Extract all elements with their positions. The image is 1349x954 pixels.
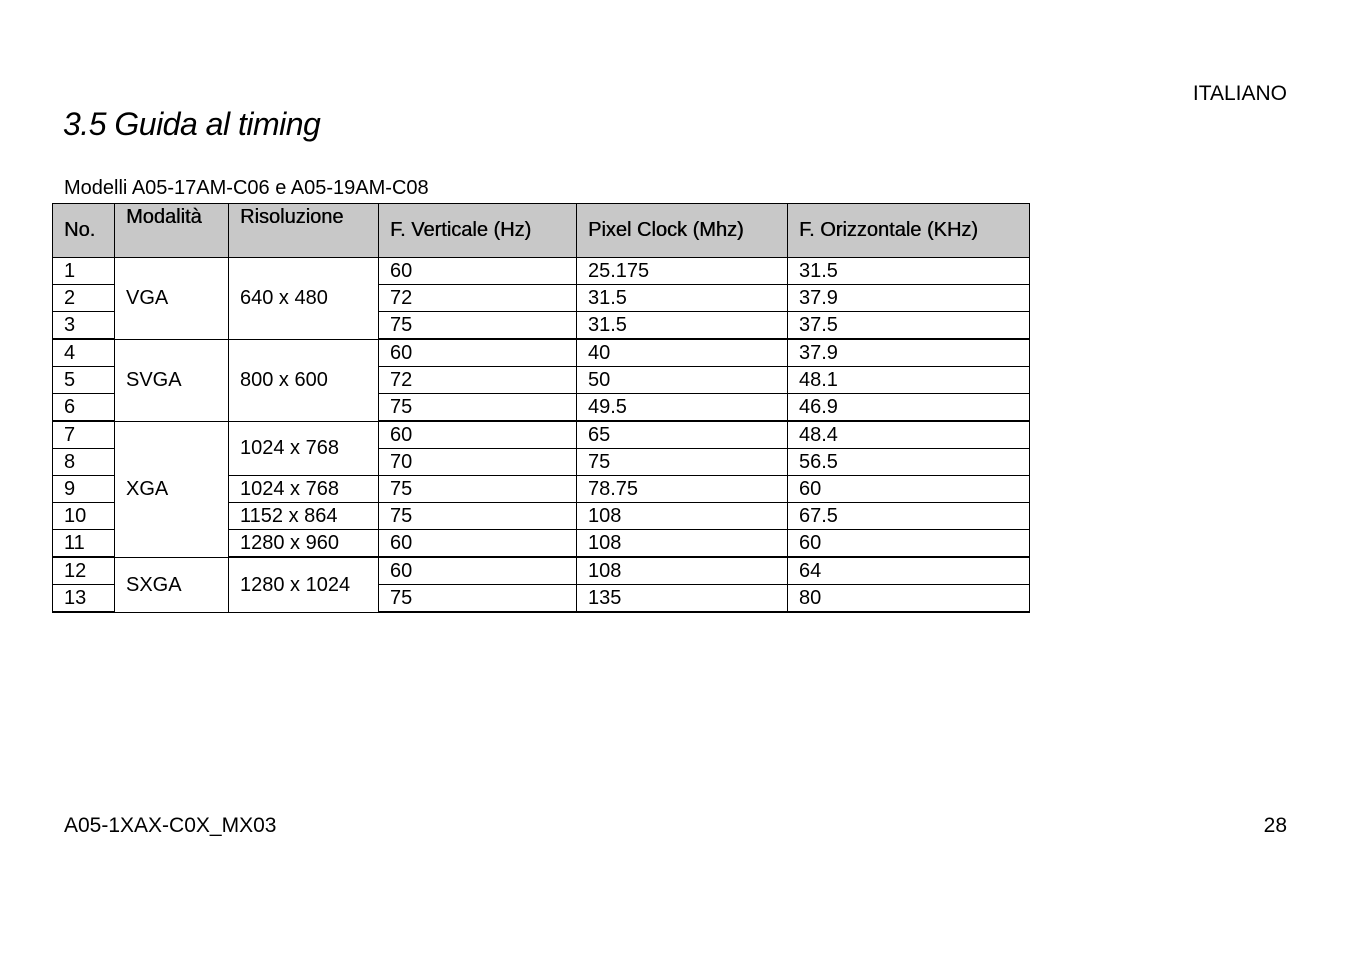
cell-horizontal-freq: 67.5 bbox=[788, 503, 1030, 530]
cell-vertical-freq: 75 bbox=[379, 312, 577, 340]
cell-vertical-freq: 60 bbox=[379, 258, 577, 285]
cell-vertical-freq: 70 bbox=[379, 449, 577, 476]
cell-vertical-freq: 72 bbox=[379, 367, 577, 394]
cell-pixel-clock: 50 bbox=[577, 367, 788, 394]
cell-vertical-freq: 60 bbox=[379, 339, 577, 367]
cell-horizontal-freq: 31.5 bbox=[788, 258, 1030, 285]
col-header-mode: Modalità bbox=[115, 204, 229, 258]
table-row bbox=[53, 421, 1030, 449]
cell-no: 7 bbox=[53, 421, 115, 449]
cell-pixel-clock: 49.5 bbox=[577, 394, 788, 422]
cell-horizontal-freq: 56.5 bbox=[788, 449, 1030, 476]
cell-no: 8 bbox=[53, 449, 115, 476]
cell-vertical-freq: 60 bbox=[379, 421, 577, 449]
cell-pixel-clock: 75 bbox=[577, 449, 788, 476]
page-number: 28 bbox=[1263, 814, 1287, 837]
cell-pixel-clock: 31.5 bbox=[577, 285, 788, 312]
cell-pixel-clock: 135 bbox=[577, 585, 788, 613]
cell-pixel-clock: 108 bbox=[577, 503, 788, 530]
cell-pixel-clock: 65 bbox=[577, 421, 788, 449]
cell-resolution: 800 x 600 bbox=[229, 339, 379, 421]
cell-no: 11 bbox=[53, 530, 115, 558]
cell-pixel-clock: 31.5 bbox=[577, 312, 788, 340]
cell-horizontal-freq: 48.1 bbox=[788, 367, 1030, 394]
cell-mode: XGA bbox=[115, 421, 229, 557]
cell-vertical-freq: 60 bbox=[379, 530, 577, 558]
cell-no: 2 bbox=[53, 285, 115, 312]
timing-table bbox=[52, 203, 1030, 613]
cell-resolution: 1152 x 864 bbox=[229, 503, 379, 530]
cell-mode: SVGA bbox=[115, 339, 229, 421]
cell-resolution: 1280 x 1024 bbox=[229, 557, 379, 612]
cell-pixel-clock: 78.75 bbox=[577, 476, 788, 503]
cell-no: 3 bbox=[53, 312, 115, 340]
cell-vertical-freq: 75 bbox=[379, 476, 577, 503]
cell-pixel-clock: 108 bbox=[577, 557, 788, 585]
cell-mode: VGA bbox=[115, 258, 229, 340]
col-header-pixel-clock: Pixel Clock (Mhz) bbox=[577, 204, 788, 258]
cell-vertical-freq: 72 bbox=[379, 285, 577, 312]
col-header-no: No. bbox=[53, 204, 115, 258]
cell-resolution: 1280 x 960 bbox=[229, 530, 379, 558]
col-header-vertical-freq: F. Verticale (Hz) bbox=[379, 204, 577, 258]
cell-no: 10 bbox=[53, 503, 115, 530]
table-row bbox=[53, 339, 1030, 367]
language-label: ITALIANO bbox=[1192, 82, 1287, 105]
table-row bbox=[53, 258, 1030, 285]
cell-horizontal-freq: 64 bbox=[788, 557, 1030, 585]
cell-resolution: 1024 x 768 bbox=[229, 476, 379, 503]
cell-no: 1 bbox=[53, 258, 115, 285]
col-header-horizontal-freq: F. Orizzontale (KHz) bbox=[788, 204, 1030, 258]
document-code: A05-1XAX-C0X_MX03 bbox=[64, 814, 277, 837]
cell-mode: SXGA bbox=[115, 557, 229, 612]
cell-horizontal-freq: 60 bbox=[788, 476, 1030, 503]
cell-no: 5 bbox=[53, 367, 115, 394]
col-header-resolution: Risoluzione bbox=[229, 204, 379, 258]
table-caption: Modelli A05-17AM-C06 e A05-19AM-C08 bbox=[64, 177, 429, 199]
cell-no: 13 bbox=[53, 585, 115, 613]
cell-horizontal-freq: 37.5 bbox=[788, 312, 1030, 340]
cell-resolution: 640 x 480 bbox=[229, 258, 379, 340]
cell-resolution: 1024 x 768 bbox=[229, 421, 379, 476]
cell-pixel-clock: 25.175 bbox=[577, 258, 788, 285]
cell-vertical-freq: 75 bbox=[379, 585, 577, 613]
cell-pixel-clock: 108 bbox=[577, 530, 788, 558]
cell-horizontal-freq: 37.9 bbox=[788, 285, 1030, 312]
cell-no: 6 bbox=[53, 394, 115, 422]
table-header-row bbox=[53, 204, 1030, 258]
cell-horizontal-freq: 37.9 bbox=[788, 339, 1030, 367]
cell-horizontal-freq: 60 bbox=[788, 530, 1030, 558]
cell-vertical-freq: 75 bbox=[379, 503, 577, 530]
cell-horizontal-freq: 48.4 bbox=[788, 421, 1030, 449]
cell-vertical-freq: 60 bbox=[379, 557, 577, 585]
cell-pixel-clock: 40 bbox=[577, 339, 788, 367]
cell-horizontal-freq: 46.9 bbox=[788, 394, 1030, 422]
cell-horizontal-freq: 80 bbox=[788, 585, 1030, 613]
cell-no: 12 bbox=[53, 557, 115, 585]
cell-vertical-freq: 75 bbox=[379, 394, 577, 422]
cell-no: 4 bbox=[53, 339, 115, 367]
section-title: 3.5 Guida al timing bbox=[63, 106, 321, 142]
cell-no: 9 bbox=[53, 476, 115, 503]
table-row bbox=[53, 557, 1030, 585]
